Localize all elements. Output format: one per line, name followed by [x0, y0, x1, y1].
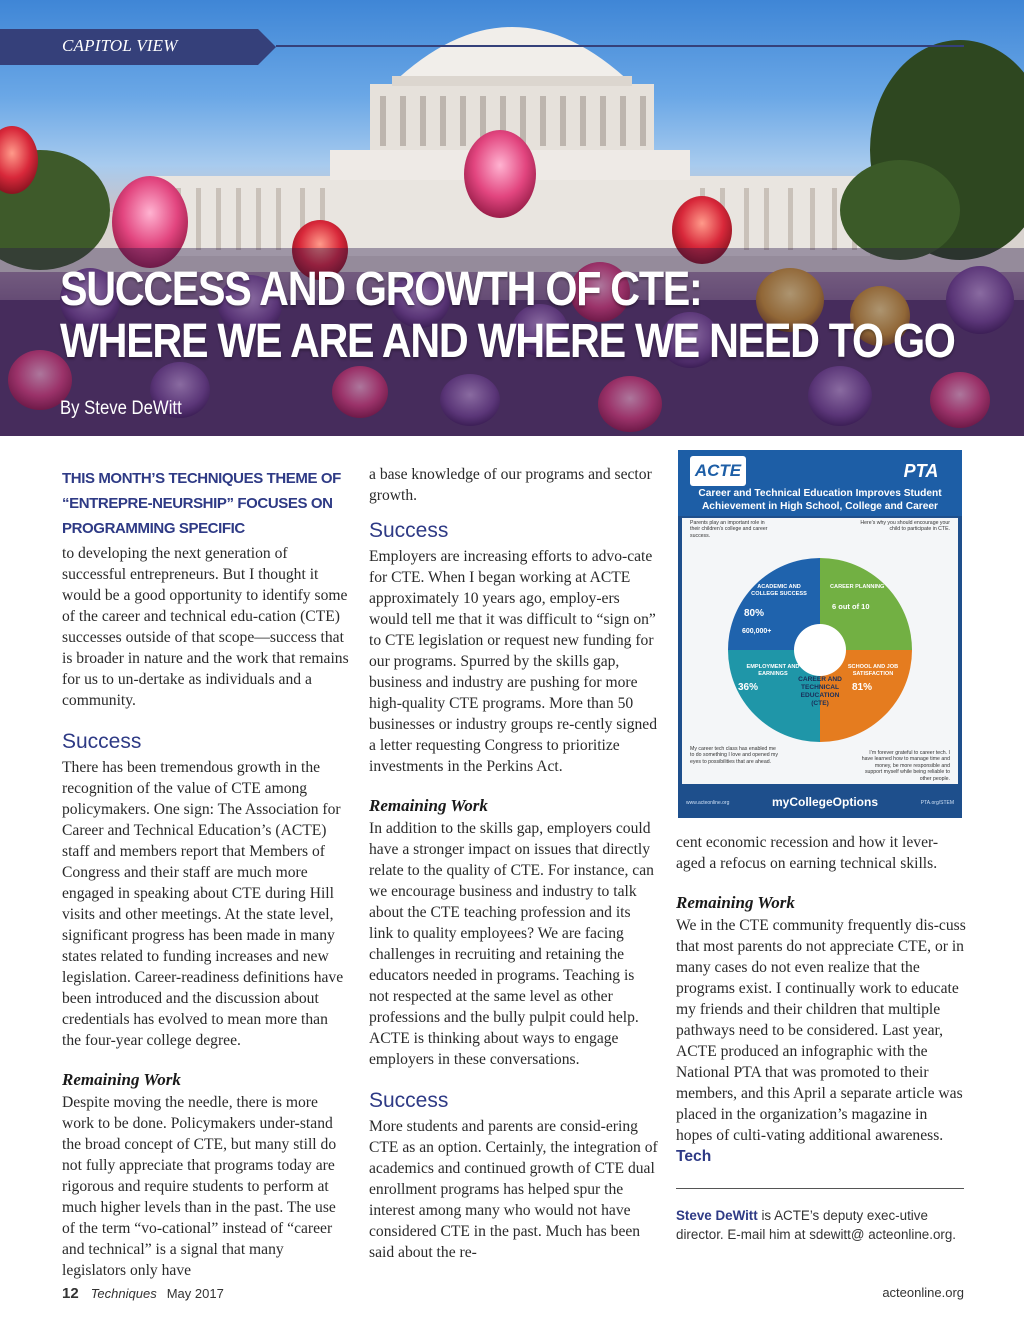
stat-80: 80%	[744, 608, 765, 619]
success-2-body: Employers are increasing efforts to advo-cate for CTE. When I began working at ACTE approximately 10 years ago, employ-ers would tell me that it was difficult to “sign on” to CTE legislation or request new funding for our programs. Spurred by the skills gap, business and industry are pushing for more high-quality CTE programs. More than 50 businesses or industry groups re-cently signed a letter requesting Congress to prioritize investments in the Perkins Act.	[369, 548, 658, 775]
page-footer-left	[62, 1285, 224, 1302]
quote-right: I’m forever grateful to career tech. I have learned how to manage time and money, be more responsible and support myself while being reliable to other people.	[861, 750, 950, 782]
stat-600k: 600,000+	[742, 628, 772, 635]
subhead-success-3: Success	[369, 1089, 449, 1112]
hero-image	[0, 0, 1024, 436]
title-line-2: WHERE WE ARE AND WHERE WE NEED TO GO	[60, 315, 955, 368]
subhead-remaining-1: Remaining Work	[62, 1070, 181, 1089]
section-kicker: CAPITOL VIEW	[62, 36, 178, 55]
kicker-rule	[276, 45, 964, 47]
page-number: 12	[62, 1285, 79, 1302]
column-1	[62, 466, 349, 1281]
subhead-success-1: Success	[62, 730, 142, 753]
subhead-remaining-2: Remaining Work	[369, 796, 488, 815]
remaining-3-text: We in the CTE community frequently dis-cuss that most parents do not appreciate CTE, or in many cases do not even realize that the programs exist. I continually work to educate my friends and their children that multiple pathways need to be considered. Last year, ACTE produced an infographic with the National PTA that was promoted to their members, and this April a separate article was placed in the organization’s magazine in hopes of culti-vating additional awareness.	[676, 917, 966, 1144]
center-label: CAREER AND TECHNICAL EDUCATION (CTE)	[798, 676, 842, 707]
footer-site-url[interactable]: acteonline.org	[882, 1285, 964, 1300]
label-academic: ACADEMIC AND COLLEGE SUCCESS	[751, 584, 807, 597]
author-bio	[676, 1206, 964, 1244]
title-line-1: SUCCESS AND GROWTH OF CTE:	[60, 263, 702, 316]
bio-text: is ACTE’s deputy exec-utive director. E-mail him at sdewitt@ acteonline.org.	[676, 1208, 957, 1242]
subhead-success-2: Success	[369, 519, 449, 542]
end-mark: Tech	[676, 1148, 712, 1165]
column-3	[676, 832, 966, 1167]
remaining-1-continued: a base knowledge of our programs and sector growth.	[369, 466, 652, 504]
column-2	[369, 464, 658, 1263]
intro-paragraph: to developing the next generation of successful entrepreneurs. But I thought it would be a good opportunity to identify some of the career and technical edu-cation (CTE) successes outside of that scope—success that is broader in nature and the work that remains for us to un-dertake as individuals and a community.	[62, 545, 349, 709]
success-3-continued: cent economic recession and how it lever-aged a refocus on earning technical skills.	[676, 834, 939, 872]
magazine-name: Techniques	[90, 1286, 157, 1301]
infographic-title: Career and Technical Education Improves Student Achievement in High School, College and Career	[698, 488, 942, 512]
label-employment: EMPLOYMENT AND EARNINGS	[746, 664, 800, 677]
pta-url: PTA.org/STEM	[920, 800, 954, 806]
pta-logo: PTA	[903, 461, 939, 481]
article-title	[60, 264, 955, 368]
cte-quadrant-chart	[682, 518, 958, 784]
quote-left: My career tech class has enabled me to do something I love and opened my eyes to possibilities that are ahead.	[690, 746, 778, 765]
label-career: CAREER PLANNING	[830, 584, 885, 590]
acte-url: www.acteonline.org	[686, 800, 730, 806]
stat-81: 81%	[852, 682, 873, 693]
encourage-note: Here’s why you should encourage your child to participate in CTE.	[860, 520, 950, 533]
success-1-body: There has been tremendous growth in the recognition of the value of CTE among policymakers. One sign: The Association for Career and Technical Education’s (ACTE) staff and members report that Members of Congress and their staff are much more engaged in speaking about CTE during Hill visits and other meetings. At the state level, significant progress has been made in many states related to funding increases and new legislation. Career-readiness definitions have been introduced and the discussion about credentials has evolved to mean more than the four-year college degree.	[62, 759, 344, 1049]
infographic-footer	[678, 786, 962, 818]
infographic-body	[682, 518, 958, 784]
issue-date: May 2017	[166, 1286, 224, 1301]
remaining-3-body	[676, 915, 966, 1167]
stat-36: 36%	[738, 682, 759, 693]
bio-author-name: Steve DeWitt	[676, 1208, 758, 1223]
label-satisfaction: SCHOOL AND JOB SATISFACTION	[847, 664, 899, 677]
parents-note: Parents play an important role in their children’s college and career success.	[690, 520, 768, 539]
lead-in: THIS MONTH’S TECHNIQUES THEME OF “ENTREPRE-NEURSHIP” FOCUSES ON PROGRAMMING SPECIFIC	[62, 470, 341, 537]
remaining-1-body: Despite moving the needle, there is more work to be done. Policymakers under-stand the broad concept of CTE, but many still do not fully appreciate that programs today are rigorous and require students to perform at much higher levels than in the past. The use of the term “vo-cational” instead of “career and technical” is a signal that many legislators only have	[62, 1094, 337, 1279]
success-3-body: More students and parents are consid-ering CTE as an option. Certainly, the integration of academics and continued growth of CTE dual enrollment programs has helped spur the interest among many who would not have considered CTE in the past. Much has been said about the re-	[369, 1118, 658, 1261]
remaining-2-body: In addition to the skills gap, employers could have a stronger impact on issues that directly relate to the quality of CTE. For instance, can we encourage business and industry to talk about the CTE teaching profession and its link to quality employees? We are facing challenges in recruiting and retaining the educators needed in programs. Teaching is not respected at the same level as other professions and the bully pulpit could help. ACTE is thinking about ways to engage employers in these conversations.	[369, 820, 654, 1068]
stat-6-of-10: 6 out of 10	[832, 602, 870, 611]
mycollegeoptions-logo: myCollegeOptions	[772, 795, 879, 809]
infographic	[678, 450, 962, 818]
infographic-header	[678, 450, 962, 516]
subhead-remaining-3: Remaining Work	[676, 893, 795, 912]
byline: By Steve DeWitt	[60, 398, 182, 419]
bio-divider	[676, 1188, 964, 1189]
acte-logo: ACTE	[690, 456, 746, 486]
